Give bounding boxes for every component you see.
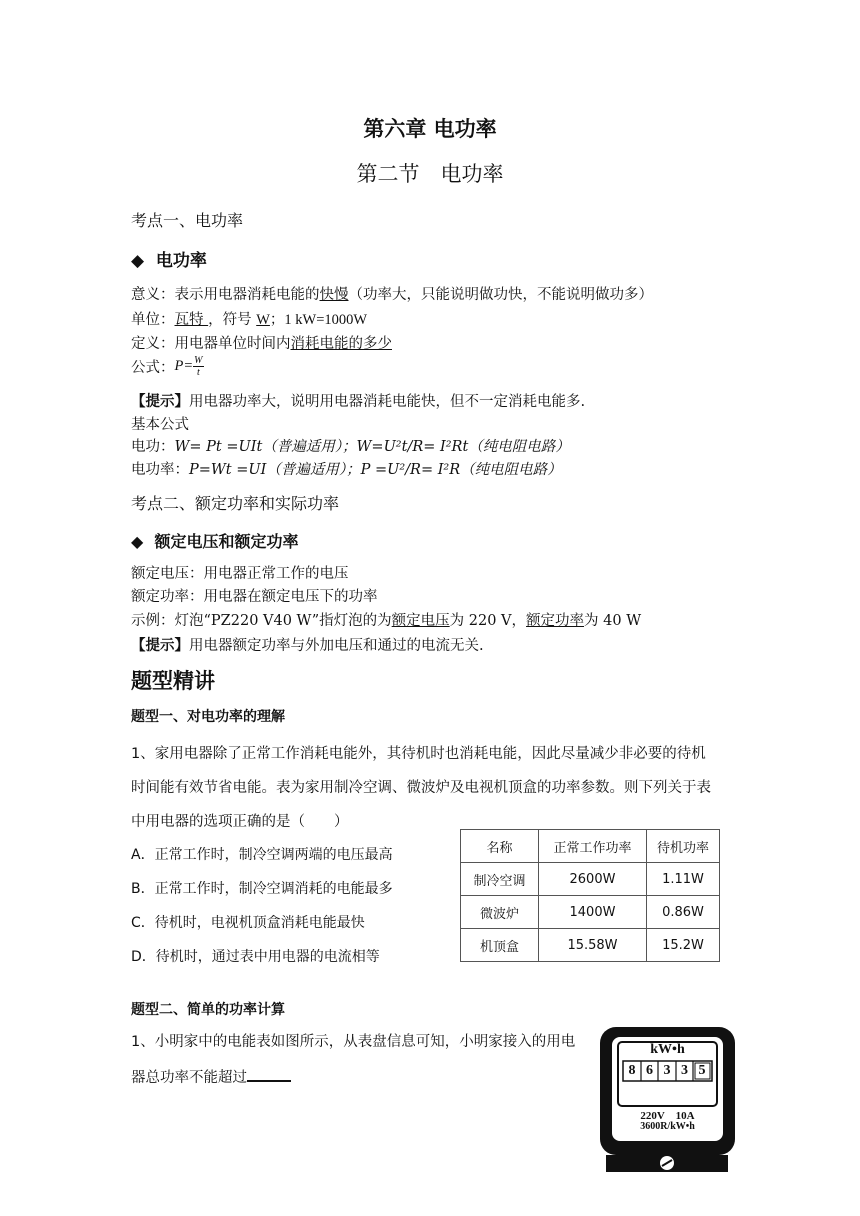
table-row xyxy=(461,863,720,896)
chapter-title: 第六章 电功率 xyxy=(363,117,497,141)
meter-digit: 6 xyxy=(646,1063,653,1078)
point2-bullet-heading: ◆ 额定电压和额定功率 xyxy=(131,532,299,551)
power-formula-line: 电功率：P=Wt =UI（普遍适用）；P =U²/R= I²R（纯电阻电路） xyxy=(131,462,562,478)
power-parameter-table xyxy=(460,829,720,962)
section-title: 第二节 电功率 xyxy=(356,162,504,186)
table-cell: 1.11W xyxy=(647,863,720,896)
meter-digit: 3 xyxy=(663,1063,671,1078)
table-header-cell: 待机功率 xyxy=(647,830,720,863)
table-cell: 2600W xyxy=(539,863,647,896)
formula-line: 公式：P= $\frac{W}{t}$ xyxy=(131,355,203,378)
practice-heading: 题型精讲 xyxy=(131,669,215,693)
question2-line2: 器总功率不能超过 xyxy=(131,1066,291,1087)
question1-options xyxy=(131,838,393,974)
point1-bullet-heading: ◆ 电功率 xyxy=(131,251,207,271)
example-line: 示例：灯泡“PZ220 V40 W”指灯泡的为额定电压为 220 V，额定功率为 40 W xyxy=(131,613,642,629)
meter-unit: kW•h xyxy=(650,1042,685,1057)
option-b[interactable]: B．正常工作时，制冷空调消耗的电能最多 xyxy=(131,881,393,897)
option-c[interactable]: C．待机时，电视机顶盒消耗电能最快 xyxy=(131,915,365,931)
meter-constant: 3600R/kW•h xyxy=(640,1121,695,1132)
table-header-row xyxy=(461,830,720,863)
table-cell: 微波炉 xyxy=(461,896,539,929)
tip1-line: 【提示】用电器功率大，说明用电器消耗电能快，但不一定消耗电能多. xyxy=(131,394,586,410)
work-formula-line: 电功：W= Pt =UIt（普遍适用）；W=U²t/R= I²Rt（纯电阻电路） xyxy=(131,439,570,455)
table-header-cell: 正常工作功率 xyxy=(539,830,647,863)
point2-heading: 考点二、额定功率和实际功率 xyxy=(131,494,340,513)
table-cell: 机顶盒 xyxy=(461,929,539,962)
meter-digit: 5 xyxy=(698,1063,706,1078)
table-row xyxy=(461,929,720,962)
point1-heading: 考点一、电功率 xyxy=(131,211,244,230)
option-a[interactable]: A．正常工作时，制冷空调两端的电压最高 xyxy=(131,847,393,863)
answer-blank[interactable] xyxy=(247,1066,291,1082)
diamond-icon: ◆ xyxy=(131,251,145,271)
question1-stem: 1、家用电器除了正常工作消耗电能外，其待机时也消耗电能，因此尽量减少非必要的待机 时间能有效节省电能。表为家用制冷空调、微波炉及电视机顶盒的功率参数。则下列关于表 中用电器的选项正确的是（ ） xyxy=(131,746,711,830)
table-cell: 15.58W xyxy=(539,929,647,962)
question2-line1: 1、小明家中的电能表如图所示，从表盘信息可知，小明家接入的用电 xyxy=(131,1034,576,1050)
rated-power-line: 额定功率：用电器在额定电压下的功率 xyxy=(131,589,378,605)
type2-heading: 题型二、简单的功率计算 xyxy=(131,1002,285,1018)
electricity-meter xyxy=(600,1027,735,1172)
meter-digits xyxy=(623,1062,713,1080)
meaning-line: 意义：表示用电器消耗电能的快慢（功率大，只能说明做功快，不能说明做功多） xyxy=(131,287,653,303)
definition-line: 定义：用电器单位时间内消耗电能的多少 xyxy=(131,336,392,352)
tip2-line: 【提示】用电器额定功率与外加电压和通过的电流无关. xyxy=(131,638,484,654)
option-d[interactable]: D．待机时，通过表中用电器的电流相等 xyxy=(131,949,380,965)
table-row xyxy=(461,896,720,929)
table-cell: 0.86W xyxy=(647,896,720,929)
unit-line: 单位：瓦特 ，符号 W；1 kW=1000W xyxy=(131,312,368,328)
table-header-cell: 名称 xyxy=(461,830,539,863)
meter-digit: 8 xyxy=(628,1063,636,1078)
basic-formula-label: 基本公式 xyxy=(131,417,189,433)
table-cell: 制冷空调 xyxy=(461,863,539,896)
meter-digit: 3 xyxy=(681,1063,688,1078)
rated-voltage-line: 额定电压：用电器正常工作的电压 xyxy=(131,566,349,582)
meter-rating: 220V 10A xyxy=(640,1110,695,1122)
table-cell: 15.2W xyxy=(647,929,720,962)
type1-heading: 题型一、对电功率的理解 xyxy=(131,709,285,725)
table-cell: 1400W xyxy=(539,896,647,929)
diamond-icon: ◆ xyxy=(131,532,144,551)
